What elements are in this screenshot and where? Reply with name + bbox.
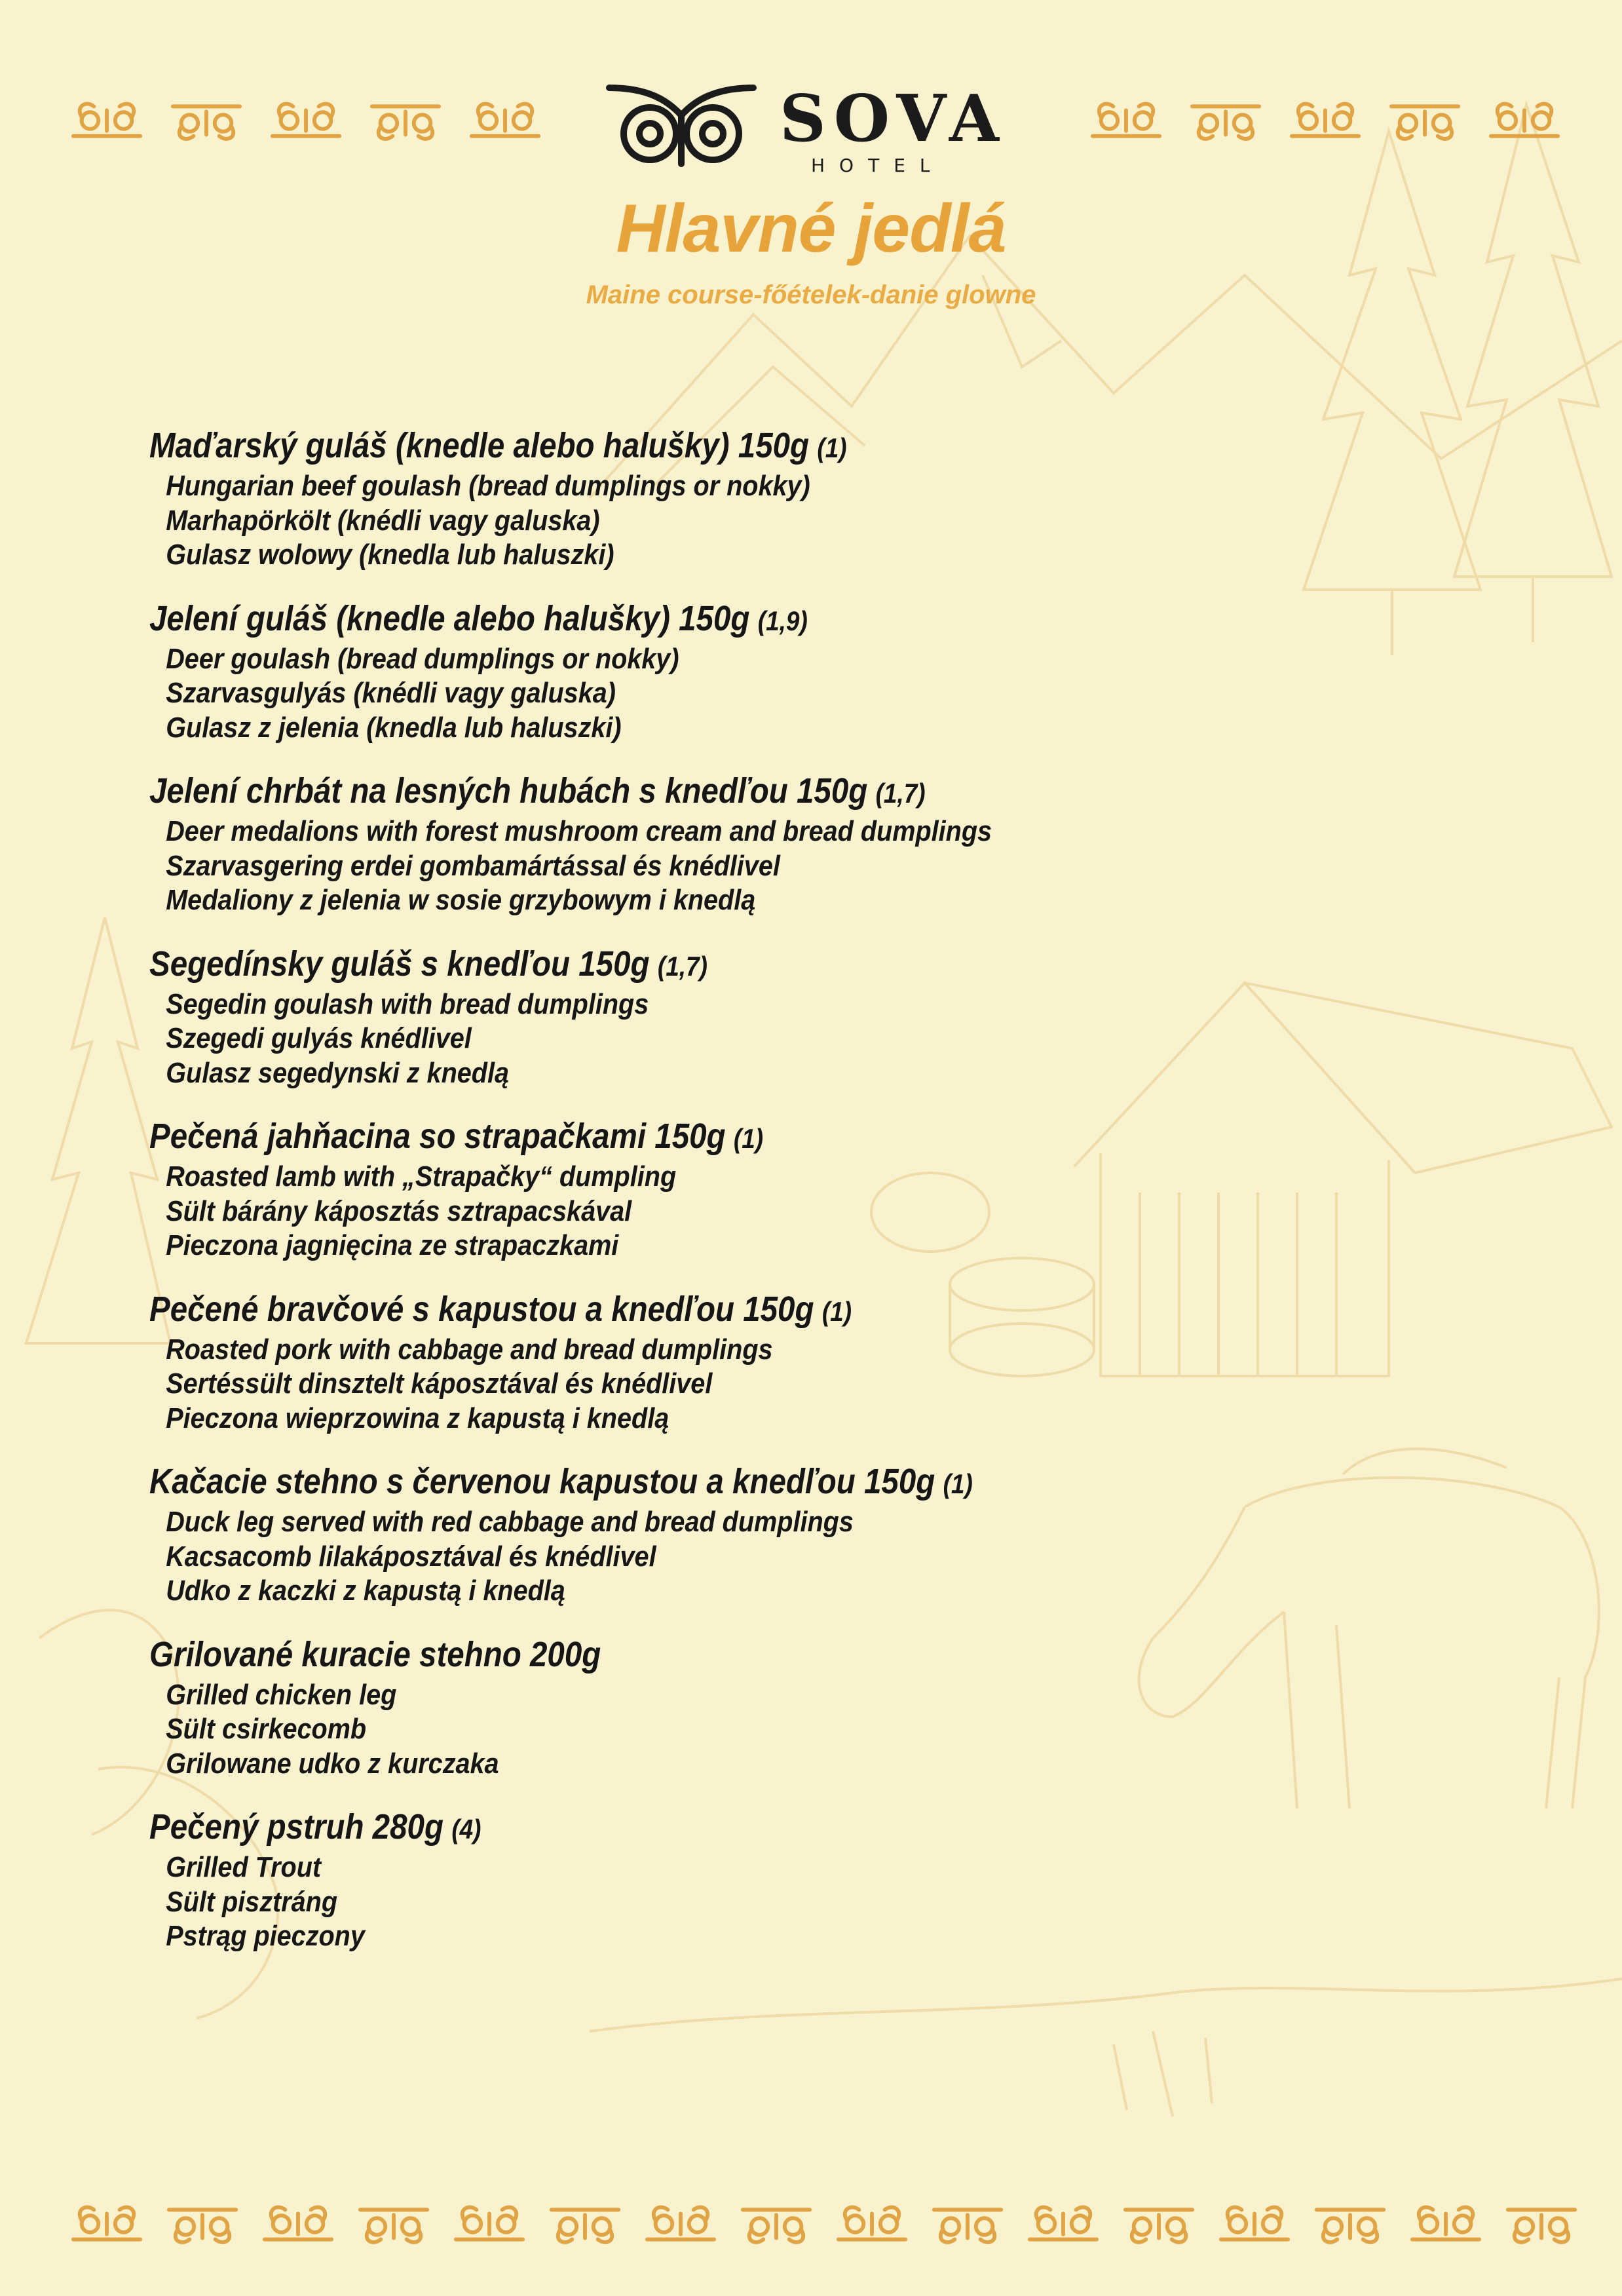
allergen-codes: (4) xyxy=(451,1814,481,1845)
swirl-ornament-icon xyxy=(1407,2202,1484,2248)
translation-english: Segedin goulash with bread dumplings xyxy=(166,987,649,1020)
swirl-ornament-icon xyxy=(1025,2202,1102,2248)
dish-name-text: Pečený pstruh 280g xyxy=(149,1807,443,1846)
list-item xyxy=(149,425,1394,573)
owl-eyes-icon xyxy=(603,75,760,173)
allergen-codes: (1,7) xyxy=(875,778,926,809)
translation-polish: Udko z kaczki z kapustą i knedlą xyxy=(166,1575,565,1607)
translation-polish: Gulasz z jelenia (knedla lub haluszki) xyxy=(166,711,622,744)
translation-english: Deer goulash (bread dumplings or nokky) xyxy=(166,642,679,675)
allergen-codes: (1) xyxy=(943,1468,973,1499)
swirl-ornament-icon xyxy=(1386,98,1463,144)
allergen-codes: (1) xyxy=(733,1123,764,1154)
dish-name xyxy=(149,770,1245,814)
translation-hungarian: Marhapörkölt (knédli vagy galuska) xyxy=(166,504,600,537)
swirl-ornament-icon xyxy=(738,2202,815,2248)
swirl-ornament-icon xyxy=(546,2202,624,2248)
translation-polish: Grilowane udko z kurczaka xyxy=(166,1747,499,1780)
dish-name xyxy=(149,425,1245,469)
dish-name xyxy=(149,943,1245,987)
brand-name: SOVA xyxy=(780,81,1007,157)
dish-name xyxy=(149,598,1245,642)
swirl-ornament-icon xyxy=(267,98,345,144)
menu-list xyxy=(149,425,1394,1979)
dish-name-text: Segedínsky guláš s knedľou 150g xyxy=(149,944,650,984)
swirl-ornament-icon xyxy=(68,2202,145,2248)
dish-name xyxy=(149,1115,1245,1160)
translation-hungarian: Szegedi gulyás knédlivel xyxy=(166,1022,472,1054)
swirl-ornament-icon xyxy=(1120,2202,1198,2248)
list-item xyxy=(149,1288,1394,1436)
swirl-ornament-icon xyxy=(259,2202,337,2248)
swirl-ornament-icon xyxy=(833,2202,911,2248)
dish-name xyxy=(149,1288,1245,1333)
translation-polish: Pstrąg pieczony xyxy=(166,1920,365,1952)
translation-polish: Gulasz segedynski z knedlą xyxy=(166,1056,510,1089)
translation-hungarian: Szarvasgering erdei gombamártással és knédlivel xyxy=(166,849,780,882)
translation-hungarian: Szarvasgulyás (knédli vagy galuska) xyxy=(166,677,616,709)
swirl-ornament-icon xyxy=(355,2202,432,2248)
list-item xyxy=(149,1115,1394,1263)
swirl-ornament-icon xyxy=(1311,2202,1389,2248)
swirl-ornament-icon xyxy=(1486,98,1563,144)
dish-name xyxy=(149,1806,1245,1850)
dish-name-text: Maďarský guláš (knedle alebo halušky) 150g xyxy=(149,426,810,465)
list-item xyxy=(149,770,1394,918)
dish-name-text: Kačacie stehno s červenou kapustou a knedľou 150g xyxy=(149,1462,935,1501)
top-right-ornaments xyxy=(1087,98,1563,144)
swirl-ornament-icon xyxy=(168,98,245,144)
list-item xyxy=(149,1461,1394,1609)
allergen-codes: (1,7) xyxy=(657,950,707,982)
translation-polish: Medaliony z jelenia w sosie grzybowym i knedlą xyxy=(166,884,756,916)
translation-english: Duck leg served with red cabbage and bread dumplings xyxy=(166,1506,854,1538)
translation-hungarian: Sült bárány káposztás sztrapacskával xyxy=(166,1195,632,1227)
translation-hungarian: Sertéssült dinsztelt káposztával és knédlivel xyxy=(166,1368,713,1400)
translation-polish: Gulasz wolowy (knedla lub haluszki) xyxy=(166,539,614,571)
swirl-ornament-icon xyxy=(164,2202,241,2248)
swirl-ornament-icon xyxy=(1187,98,1264,144)
translation-english: Grilled Trout xyxy=(166,1851,322,1883)
dish-name xyxy=(149,1461,1245,1505)
translation-english: Grilled chicken leg xyxy=(166,1678,397,1711)
top-left-ornaments xyxy=(68,98,544,144)
translation-hungarian: Sült csirkecomb xyxy=(166,1713,367,1745)
page-title: Hlavné jedlá xyxy=(616,191,1006,267)
dish-name-text: Grilované kuracie stehno 200g xyxy=(149,1634,601,1674)
list-item xyxy=(149,943,1394,1091)
allergen-codes: (1,9) xyxy=(757,605,808,636)
swirl-ornament-icon xyxy=(367,98,444,144)
allergen-codes: (1) xyxy=(817,432,847,463)
swirl-ornament-icon xyxy=(642,2202,719,2248)
list-item xyxy=(149,1806,1394,1954)
page-subtitle: Maine course-főételek-danie glowne xyxy=(586,280,1036,309)
list-item xyxy=(149,1634,1394,1782)
swirl-ornament-icon xyxy=(466,98,544,144)
swirl-ornament-icon xyxy=(1287,98,1364,144)
dish-name-text: Jelení guláš (knedle alebo halušky) 150g xyxy=(149,598,750,638)
bottom-ornaments xyxy=(68,2202,1580,2248)
swirl-ornament-icon xyxy=(929,2202,1006,2248)
swirl-ornament-icon xyxy=(1087,98,1165,144)
translation-polish: Pieczona wieprzowina z kapustą i knedlą xyxy=(166,1402,670,1434)
swirl-ornament-icon xyxy=(451,2202,528,2248)
swirl-ornament-icon xyxy=(1503,2202,1580,2248)
hotel-logo xyxy=(603,68,1028,186)
allergen-codes: (1) xyxy=(821,1295,852,1327)
list-item xyxy=(149,598,1394,746)
brand-subtitle: HOTEL xyxy=(811,155,945,176)
translation-english: Hungarian beef goulash (bread dumplings or nokky) xyxy=(166,470,810,502)
translation-hungarian: Kacsacomb lilakáposztával és knédlivel xyxy=(166,1540,656,1573)
translation-english: Roasted lamb with „Strapačky“ dumpling xyxy=(166,1160,677,1193)
swirl-ornament-icon xyxy=(1216,2202,1293,2248)
dish-name-text: Pečená jahňacina so strapačkami 150g xyxy=(149,1117,726,1156)
translation-english: Roasted pork with cabbage and bread dumplings xyxy=(166,1333,773,1366)
translation-polish: Pieczona jagnięcina ze strapaczkami xyxy=(166,1229,619,1261)
swirl-ornament-icon xyxy=(68,98,145,144)
translation-english: Deer medalions with forest mushroom cream and bread dumplings xyxy=(166,815,992,847)
translation-hungarian: Sült pisztráng xyxy=(166,1885,338,1918)
dish-name xyxy=(149,1634,1245,1678)
dish-name-text: Pečené bravčové s kapustou a knedľou 150g xyxy=(149,1289,814,1329)
dish-name-text: Jelení chrbát na lesných hubách s knedľou 150g xyxy=(149,771,868,811)
